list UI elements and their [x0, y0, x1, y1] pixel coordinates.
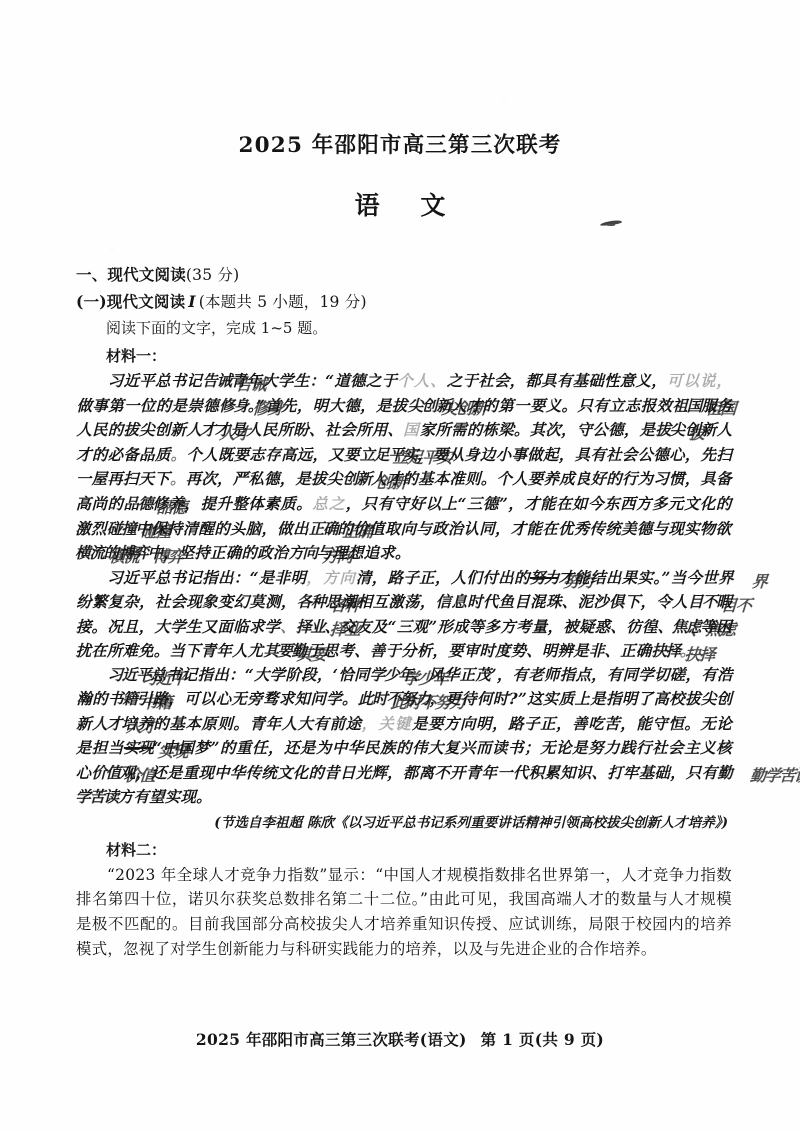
page-footer [0, 1028, 800, 1050]
subsection-heading-reading-one [76, 289, 732, 315]
material-one-attribution: (节选自李祖超 陈欣《以习近平总书记系列重要讲话精神引领高校拔尖创新人才培养》) [214, 814, 728, 831]
reading-instruction-text: 阅读下面的文字，完成 1~5 题。 [106, 319, 328, 337]
text-run: 个人既要志存高远，又要 [186, 445, 360, 464]
text-run: 的价值取向与政治认同，才 [337, 519, 527, 538]
smudged-run: 勤学苦读 勤学苦读 [75, 764, 731, 806]
faded-run: 、 [280, 617, 297, 636]
text-run: 尖创新人才的必备品质 [76, 421, 733, 464]
smudged-run: 抉择 抉择 [651, 642, 680, 660]
faded-run: 总之 [312, 494, 346, 513]
text-run: 等困扰在所难免。当下青年人尤 [75, 617, 732, 660]
material-one-paragraph-3 [75, 663, 733, 809]
faded-run: ，关键 [361, 715, 413, 734]
faded-run: 。 [170, 445, 187, 464]
smudged-run: 界 界 [718, 569, 732, 587]
text-run: 思潮相互激荡，信息时代鱼目混珠、泥沙俱下，令 [325, 593, 673, 612]
text-run: 之于社会，都具有基础性意义， [446, 372, 668, 390]
text-run: 的 [103, 544, 120, 563]
text-run: 才能结出果实。”当今 [558, 568, 703, 587]
smudged-run: 立足平实 立足平实 [360, 446, 417, 464]
text-run: 徨 [641, 617, 658, 636]
text-run: 校拔尖创新 [76, 690, 733, 734]
text-run: 打牢基础，只有 [607, 764, 718, 782]
smudged-run: 人才 人才 [186, 421, 215, 439]
smudged-run: 修身 修身 [219, 397, 248, 415]
page-title: 2025 年邵阳市高三第三次联考 [238, 133, 562, 158]
smudged-run: 、焦虑 、焦虑 [658, 618, 701, 636]
faded-run: 国 [403, 421, 420, 440]
text-run: 方有望实现。 [117, 788, 212, 807]
material-two-label: 材料二： [106, 840, 167, 859]
faded-run: 。 [169, 470, 186, 489]
smudged-run: 创新 创新 [342, 470, 371, 488]
smudged-run: 人才 人才 [92, 715, 121, 733]
smudged-run: 碰撞 碰撞 [107, 520, 136, 538]
faded-run: 可以说， [666, 372, 733, 390]
document-body [76, 262, 732, 961]
text-run: ，只有守好以上“三德”，才能 [345, 494, 557, 513]
smudged-run: 横流 横流 [75, 544, 104, 562]
text-run: ，更待何时?”这实质上是指明了高 [429, 690, 670, 709]
section-heading-score: (35 分) [185, 266, 240, 284]
text-run: 世 [702, 568, 719, 587]
text-run: 再次，严私德，是拔尖 [185, 470, 343, 489]
text-run: 青年大学生：“道德之于 [230, 372, 398, 390]
text-run: 会公德心，先扫一屋再扫天下 [75, 445, 733, 489]
text-run: 观，还是重现中华传统文化的昔日光辉，都离不开青年一代积累知识、 [119, 764, 608, 782]
subsection-label: (一)现代文阅读 [76, 292, 186, 311]
text-run: 书记指出：“大学阶段，‘恰同 [166, 666, 370, 685]
subsection-numeral: I [188, 292, 196, 311]
text-run: 修养，提升整体素质。 [152, 494, 313, 513]
text-run: 有浩瀚的 [76, 666, 733, 709]
faded-run: 个人、 [397, 372, 447, 390]
text-run: 才是人民所盼、社会所用、 [214, 421, 404, 440]
smudged-run: 祖国 祖国 [672, 397, 701, 415]
text-run: 习近平总书记指出：“是非明 [107, 568, 307, 587]
text-run: 守恒。无论是担当 [75, 715, 733, 758]
smudged-run: 书籍 书籍 [108, 691, 137, 709]
smudged-run: 博弈 博弈 [119, 544, 148, 562]
smudged-run: 品德 品德 [123, 495, 152, 513]
text-run: 培养的基本原则。青年人大有前途 [121, 715, 362, 734]
smudged-run: 此时不努力 此时不努力 [358, 691, 430, 709]
text-run: 是要方向明，路子正，善吃苦，能 [411, 715, 653, 734]
smudged-run: 价值 价值 [91, 764, 120, 782]
text-run: 。”首先，明大德，是拔 [247, 396, 408, 415]
subsection-meta: (本题共 5 小题，19 分) [198, 293, 367, 311]
text-run: 勤于思考、善于分析，要审时度势、明辨是非、 [291, 641, 621, 660]
text-run: 、交友及“三观”形成等多方考量，被疑惑、彷 [324, 617, 642, 636]
text-run: 人才的基本准则。个人要养成良 [370, 470, 591, 489]
text-run: 做 [76, 396, 93, 415]
text-run: 习近平总书记 [107, 372, 203, 390]
smudged-run: 正确 正确 [309, 520, 338, 538]
smudged-run: 拔 拔 [655, 421, 669, 439]
text-run: 中，坚持正确的政治 [147, 544, 289, 563]
text-run: 清，路子正，人们付出的 [355, 568, 530, 587]
material-one-paragraph-1 [75, 369, 733, 566]
text-run: 能在优秀传统美德与现实物欲 [526, 519, 732, 538]
text-run: 暇接。况且，大学生又面临求学 [75, 593, 733, 636]
smudged-run: 习近平 习近平 [108, 666, 151, 684]
text-run: 事第一位的是崇德 [92, 396, 220, 415]
footer-page-number: 第 1 页(共 9 页) [480, 1030, 605, 1049]
text-run: ，要从身边小事做起，具有社 [416, 445, 622, 464]
smudged-run: 实现 实现 [124, 740, 153, 758]
smudged-run: 尖创新 尖创新 [408, 397, 451, 415]
material-one-paragraph-2 [75, 566, 732, 664]
text-run: 、风华正茂’，有老师指点，有同学切磋， [412, 666, 702, 685]
section-heading-modern-reading [76, 262, 732, 288]
faded-run: ，方向 [306, 568, 357, 587]
subject-title: 语 文 [354, 191, 462, 220]
text-run: 正确 [620, 641, 652, 660]
smudged-run: 努力 努力 [530, 569, 559, 587]
material-two-paragraph-1: “2023 年全球人才竞争力指数”显示：“中国人才规模指数排名世界第一，人才竞争力指数排名第四十位，诺贝尔获奖总数排名第二十二位。”由此可见，我国高端人才的数量与人才规模是极不匹配的。目前我国部分高校拔尖人才培养重知识传授、应试训练，局限于校园内的培养模式，忽视了对学生创新能力与科研实践能力的培养，以及与先进企业的合作培养。 [76, 865, 732, 958]
text-run: 行社会主义核心 [75, 739, 732, 782]
smudged-run: 目不 目不 [688, 593, 717, 611]
text-run: 在如今东西方多元文化的激烈 [75, 494, 732, 538]
smudged-run: 告诫 告诫 [202, 372, 231, 390]
text-run: 好的行为习惯，具备高尚的 [75, 470, 732, 513]
reading-instruction [76, 315, 732, 341]
text-run: 服务人民的拔尖创新 [76, 396, 733, 440]
text-run: 人 [671, 593, 688, 612]
smudged-run: 各种 各种 [297, 593, 326, 611]
faded-run: 。 [679, 641, 696, 660]
text-run: “中国梦”的重任，还是为中华民族的伟大复兴而读书；无论是努力践 [152, 739, 637, 758]
section-heading-label: 一、现代文阅读 [76, 265, 186, 284]
text-run: 总 [150, 666, 167, 685]
smudged-run: 学少年 学少年 [370, 666, 413, 684]
material-one-label: 材料一： [106, 347, 167, 365]
smudged-run: 方向 方向 [288, 544, 317, 562]
footer-exam-name: 2025 年邵阳市高三第三次联考(语文) [195, 1030, 467, 1049]
text-run: 家所需的栋梁。其次，守公德，是 [419, 421, 656, 440]
text-run: 纷繁复杂，社会现象变幻莫测， [76, 593, 297, 612]
smudged-run: 其要 其要 [263, 642, 292, 660]
text-run: 人才的第一要义。只有立志报效 [450, 396, 673, 415]
smudged-run: 择业 择业 [296, 618, 325, 636]
text-run: 引路，可以心无旁骛求知问学。 [136, 690, 358, 709]
text-run: 中保持清醒的头脑，做出 [135, 519, 309, 538]
text-run: 与理想追求。 [316, 544, 411, 563]
